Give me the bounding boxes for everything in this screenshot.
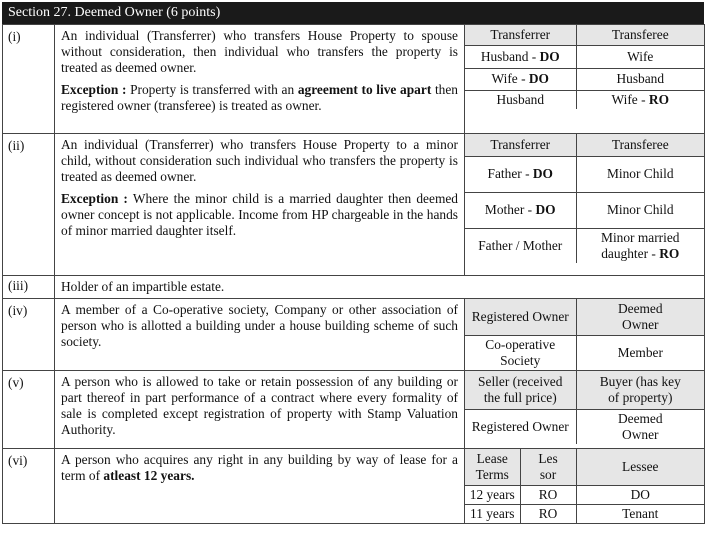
exception-bold: agreement to live apart bbox=[297, 82, 432, 97]
header-transferrer: Transferrer bbox=[465, 25, 576, 45]
cell: 12 years bbox=[465, 485, 520, 504]
row-number: (i) bbox=[3, 25, 55, 134]
row-iii bbox=[3, 276, 705, 299]
cell: Registered Owner bbox=[465, 299, 576, 335]
cell: Co-operative Society bbox=[465, 335, 576, 370]
example-cell bbox=[465, 449, 705, 524]
cell: Minor Child bbox=[576, 192, 704, 228]
example-table bbox=[465, 299, 704, 370]
cell: Buyer (has key of property) bbox=[576, 371, 704, 409]
cell: Wife bbox=[576, 45, 704, 68]
deemed-owner-table bbox=[2, 24, 705, 524]
header-transferee: Transferee bbox=[576, 25, 704, 45]
example-cell bbox=[465, 371, 705, 449]
row-number: (iii) bbox=[3, 276, 55, 299]
description-text: An individual (Transferrer) who transfers House Property to spouse without consideration, then individual who transfers the property is treated as deemed owner. bbox=[61, 28, 458, 75]
row-description: A person who acquires any right in any building by way of lease for a term of atleast 12 years. bbox=[55, 449, 465, 524]
cell: Seller (received the full price) bbox=[465, 371, 576, 409]
header-lessor: Les sor bbox=[520, 449, 576, 485]
row-number: (v) bbox=[3, 371, 55, 449]
cell: Tenant bbox=[622, 505, 659, 521]
description-text: An individual (Transferrer) who transfers House Property to a minor child, without consideration such individual who transfers the property is treated as deemed owner. bbox=[61, 137, 458, 184]
example-table bbox=[465, 134, 704, 263]
exception-post: then registered owner (transferee) is treated as owner. bbox=[61, 82, 458, 113]
exception-text bbox=[61, 191, 458, 239]
row-number: (vi) bbox=[3, 449, 55, 524]
header-transferrer: Transferrer bbox=[465, 134, 576, 156]
cell: Husband - DO bbox=[465, 45, 576, 68]
example-table bbox=[465, 25, 704, 109]
row-ii bbox=[3, 134, 705, 276]
header-lease-terms: Lease Terms bbox=[465, 449, 520, 485]
cell: Deemed Owner bbox=[576, 299, 704, 335]
cell: RO bbox=[520, 504, 576, 523]
row-iv bbox=[3, 299, 705, 371]
cell: Husband bbox=[576, 68, 704, 90]
cell: Father - DO bbox=[465, 156, 576, 192]
row-number: (iv) bbox=[3, 299, 55, 371]
cell: Minor married daughter - RO bbox=[601, 229, 680, 261]
cell: Husband bbox=[465, 90, 576, 109]
cell: RO bbox=[520, 485, 576, 504]
header-transferee: Transferee bbox=[576, 134, 704, 156]
cell: Wife - RO bbox=[611, 91, 669, 107]
header-lessee: Lessee bbox=[576, 449, 704, 485]
row-description: A person who is allowed to take or retain possession of any building or part thereof in part performance of a contract where every formality of sale is completed except registration of property with Stamp Valuation Authority. bbox=[55, 371, 465, 449]
cell: DO bbox=[576, 485, 704, 504]
row-description bbox=[55, 134, 465, 276]
cell: 11 years bbox=[465, 504, 520, 523]
example-cell bbox=[465, 25, 705, 134]
exception-label: Exception : bbox=[61, 191, 128, 206]
example-table bbox=[465, 449, 704, 523]
cell: Minor Child bbox=[576, 156, 704, 192]
row-description: A member of a Co-operative society, Company or other association of person who is allotted a building under a house building scheme of such society. bbox=[55, 299, 465, 371]
cell: Father / Mother bbox=[465, 228, 576, 263]
example-cell bbox=[465, 299, 705, 371]
cell: Deemed Owner bbox=[617, 410, 663, 442]
row-vi bbox=[3, 449, 705, 524]
exception-label: Exception : bbox=[61, 82, 127, 97]
cell: Wife - DO bbox=[465, 68, 576, 90]
exception-text bbox=[61, 82, 458, 114]
cell: Member bbox=[617, 344, 663, 360]
row-v bbox=[3, 371, 705, 449]
example-table bbox=[465, 371, 704, 444]
exception-pre: Property is transferred with an bbox=[126, 82, 298, 97]
row-description: Holder of an impartible estate. bbox=[55, 276, 705, 299]
row-number: (ii) bbox=[3, 134, 55, 276]
cell: Registered Owner bbox=[465, 409, 576, 444]
example-cell bbox=[465, 134, 705, 276]
row-description bbox=[55, 25, 465, 134]
section-title: Section 27. Deemed Owner (6 points) bbox=[2, 2, 704, 24]
exception-body: Where the minor child is a married daughter then deemed owner concept is not applicable. Income from HP chargeable in the hands of minor married daughter itself. bbox=[61, 191, 459, 238]
cell: Mother - DO bbox=[465, 192, 576, 228]
row-i bbox=[3, 25, 705, 134]
